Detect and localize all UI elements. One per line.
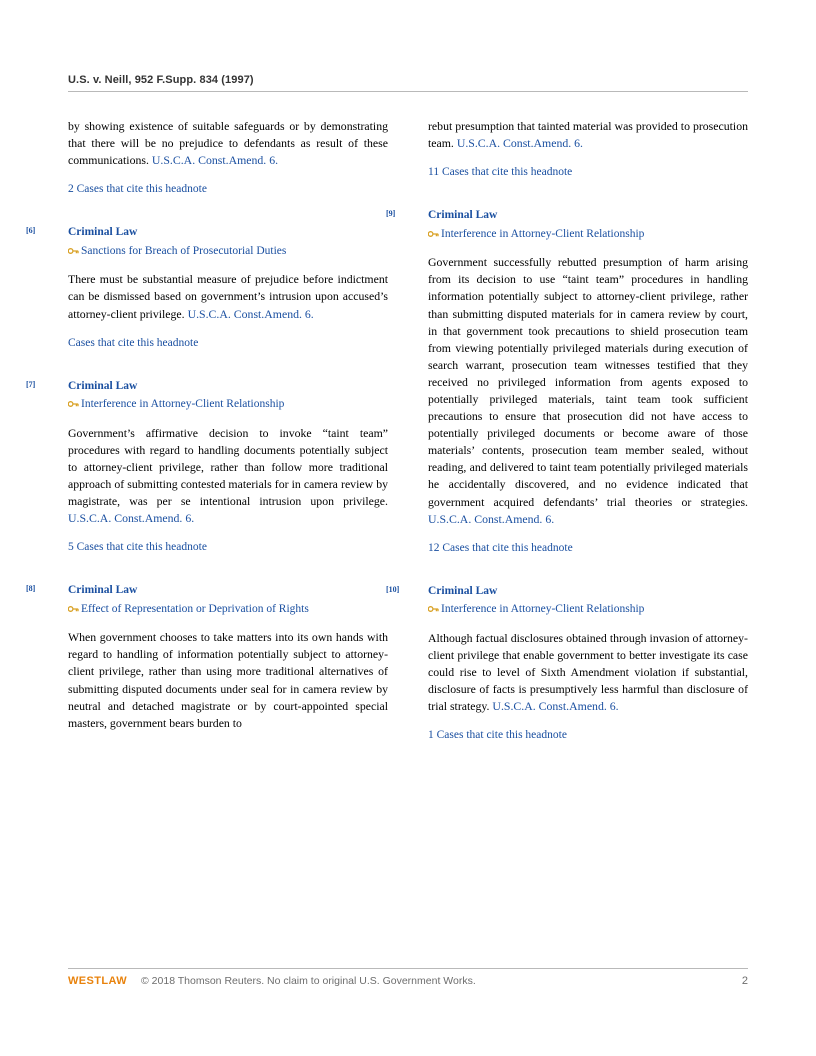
headnote-number: [9] (386, 209, 396, 219)
right-column (386, 118, 748, 771)
headnote-7 (26, 379, 388, 554)
two-column-body (26, 118, 748, 771)
page-number: 2 (741, 975, 748, 987)
headnote-number: [10] (386, 584, 400, 594)
cases-that-cite-link[interactable]: 2 Cases that cite this headnote (68, 183, 207, 196)
headnote-subtopic[interactable]: Interference in Attorney-Client Relationship (68, 397, 388, 413)
footer-divider (68, 968, 748, 969)
headnote-topic[interactable]: Criminal Law (68, 226, 138, 239)
headnote-topic[interactable]: Criminal Law (428, 584, 498, 597)
key-icon (428, 229, 439, 240)
key-icon (68, 604, 79, 615)
headnote-number: [7] (26, 379, 36, 389)
cases-that-cite-link[interactable]: 11 Cases that cite this headnote (428, 166, 573, 179)
headnote-continuation (428, 118, 748, 178)
key-icon (68, 399, 79, 410)
headnote-topic[interactable]: Criminal Law (428, 209, 498, 222)
headnote-topic[interactable]: Criminal Law (68, 379, 138, 392)
cases-that-cite-link[interactable]: Cases that cite this headnote (68, 336, 199, 349)
headnote-8 (26, 583, 388, 732)
cases-that-cite-link[interactable]: 1 Cases that cite this headnote (428, 729, 567, 742)
headnote-topic[interactable]: Criminal Law (68, 584, 138, 597)
headnote-subtopic[interactable]: Sanctions for Breach of Prosecutorial Duties (68, 244, 388, 260)
headnote-6 (26, 225, 388, 349)
statute-citation[interactable]: U.S.C.A. Const.Amend. 6. (68, 511, 195, 526)
statute-citation[interactable]: U.S.C.A. Const.Amend. 6. (428, 511, 555, 526)
left-column (26, 118, 388, 771)
headnote-continuation (68, 118, 388, 195)
page-footer (68, 975, 748, 987)
headnote-subtopic[interactable]: Interference in Attorney-Client Relationship (428, 227, 748, 243)
headnote-text: When government chooses to take matters into its own hands with regard to handling of information potentially subject to attorney-client privilege, rather than using more traditional alternatives of submitting disputed documents under seal for in camera review by neutral and detached magistrate or by court-appointed special masters, government bears burden to (68, 630, 388, 730)
key-icon (68, 246, 79, 257)
copyright-text: © 2018 Thomson Reuters. No claim to original U.S. Government Works. (141, 975, 476, 987)
headnote-text: There must be substantial measure of prejudice before indictment can be dismissed based on government’s intrusion upon accused’s attorney-client privilege. U.S.C.A. Const.Amend. 6. (68, 272, 388, 321)
headnote-text: Although factual disclosures obtained through invasion of attorney-client privilege that enable government to better investigate its case could rise to level of Sixth Amendment violation if substantial, disclosure of facts is presumptively less harmful than disclosure of trial strategy. U.S.C.A. Const.Amend. 6. (428, 630, 748, 714)
headnote-text: Government successfully rebutted presumption of harm arising from its decision to use “taint team” procedures in handling information potentially subject to attorney-client privilege, rather than submitting disputed materials for in camera review by court, in that government took precautions to shield prosecution team from viewing potentially privileged materials during execution of search warrant, prosecution team witnesses testified that they received no privileged information from agents exposed to potentially privileged materials, taint team took sufficient precautions to ensure that prosecution did not have access to potentially privileged documents or become aware of those materials’ contents, prosecution team member sealed, without reading, and delivered to taint team potentially privileged materials he accidentally discovered, and no evidence indicated that government acquired defendants’ trial theories or strategies. U.S.C.A. Const.Amend. 6. (428, 255, 748, 526)
westlaw-logo: WESTLAW (68, 975, 128, 987)
statute-citation[interactable]: U.S.C.A. Const.Amend. 6. (187, 306, 314, 321)
page-header: U.S. v. Neill, 952 F.Supp. 834 (1997) (68, 74, 254, 86)
headnote-number: [8] (26, 584, 36, 594)
headnote-subtopic[interactable]: Effect of Representation or Deprivation of Rights (68, 602, 388, 618)
headnote-9 (386, 208, 748, 554)
statute-citation[interactable]: U.S.C.A. Const.Amend. 6. (456, 136, 583, 151)
cases-that-cite-link[interactable]: 12 Cases that cite this headnote (428, 541, 573, 554)
headnote-number: [6] (26, 226, 36, 236)
headnote-10 (386, 584, 748, 742)
statute-citation[interactable]: U.S.C.A. Const.Amend. 6. (151, 153, 279, 168)
cases-that-cite-link[interactable]: 5 Cases that cite this headnote (68, 541, 207, 554)
header-divider (68, 91, 748, 92)
key-icon (428, 604, 439, 615)
headnote-text: rebut presumption that tainted material was provided to prosecution team. U.S.C.A. Const.Amend. 6. (428, 119, 748, 151)
statute-citation[interactable]: U.S.C.A. Const.Amend. 6. (492, 699, 619, 714)
headnote-text: by showing existence of suitable safeguards or by demonstrating that there will be no prejudice to defendants as result of these communications. U.S.C.A. Const.Amend. 6. (68, 119, 388, 168)
headnote-subtopic[interactable]: Interference in Attorney-Client Relationship (428, 602, 748, 618)
headnote-text: Government’s affirmative decision to invoke “taint team” procedures with regard to handling documents potentially subject to attorney-client privilege, rather than follow more traditional approach of submitting contested materials for in camera review by magistrate, was per se intentional intrusion upon privilege. U.S.C.A. Const.Amend. 6. (68, 425, 388, 526)
